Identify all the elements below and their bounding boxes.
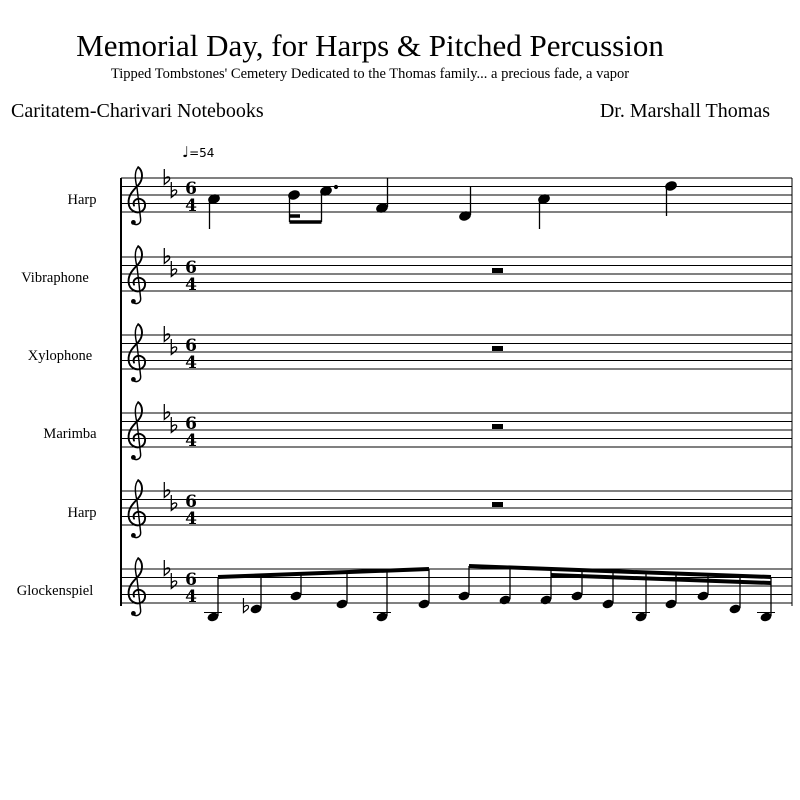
treble-clef-icon <box>129 324 146 382</box>
time-signature-bottom: 4 <box>185 275 197 295</box>
quarter-note-icon: ♩ <box>182 143 190 161</box>
time-signature-bottom: 4 <box>185 353 197 373</box>
instrument-label-harp-1: Harp <box>67 192 97 208</box>
score-subtitle: Tipped Tombstones' Cemetery Dedicated to the Thomas family... a precious fade, a vapor <box>110 66 630 82</box>
flat-icon <box>164 404 169 419</box>
staff-5 <box>121 558 792 616</box>
staff-0 <box>121 167 792 225</box>
flat-icon <box>164 248 169 263</box>
publisher-name: Caritatem-Charivari Notebooks <box>11 100 264 122</box>
flat-icon <box>243 598 248 613</box>
time-signature-top: 6 <box>185 492 197 512</box>
flat-icon <box>164 482 169 497</box>
time-signature-top: 6 <box>185 179 197 199</box>
instrument-label-harp-2: Harp <box>67 505 97 521</box>
flat-icon <box>164 169 169 184</box>
time-signature-bottom: 4 <box>185 587 197 607</box>
whole-rest-icon <box>492 268 503 273</box>
time-signature-top: 6 <box>185 258 197 278</box>
staff-4 <box>121 480 792 538</box>
score-title: Memorial Day, for Harps & Pitched Percussion <box>76 28 664 63</box>
instrument-label-vibraphone: Vibraphone <box>21 270 89 286</box>
composer-name: Dr. Marshall Thomas <box>599 100 770 122</box>
treble-clef-icon <box>129 402 146 460</box>
time-signature-bottom: 4 <box>185 431 197 451</box>
treble-clef-icon <box>129 558 146 616</box>
instrument-label-marimba: Marimba <box>43 426 97 442</box>
whole-rest-icon <box>492 424 503 429</box>
dot <box>334 185 337 188</box>
treble-clef-icon <box>129 480 146 538</box>
flat-icon <box>164 560 169 575</box>
tempo-value: =54 <box>189 146 215 160</box>
beam <box>469 566 771 577</box>
treble-clef-icon <box>129 167 146 225</box>
whole-rest-icon <box>492 346 503 351</box>
whole-rests <box>492 268 503 507</box>
time-signature-bottom: 4 <box>185 196 197 216</box>
staff-2 <box>121 324 792 382</box>
instrument-label-glockenspiel: Glockenspiel <box>16 583 94 599</box>
whole-rest-icon <box>492 502 503 507</box>
staff-3 <box>121 402 792 460</box>
time-signature-top: 6 <box>185 570 197 590</box>
instrument-label-xylophone: Xylophone <box>27 348 93 364</box>
beam <box>218 569 429 577</box>
time-signature-top: 6 <box>185 414 197 434</box>
flat-icon <box>164 326 169 341</box>
time-signature-bottom: 4 <box>185 509 197 529</box>
time-signature-top: 6 <box>185 336 197 356</box>
treble-clef-icon <box>129 246 146 304</box>
staff-1 <box>121 246 792 304</box>
